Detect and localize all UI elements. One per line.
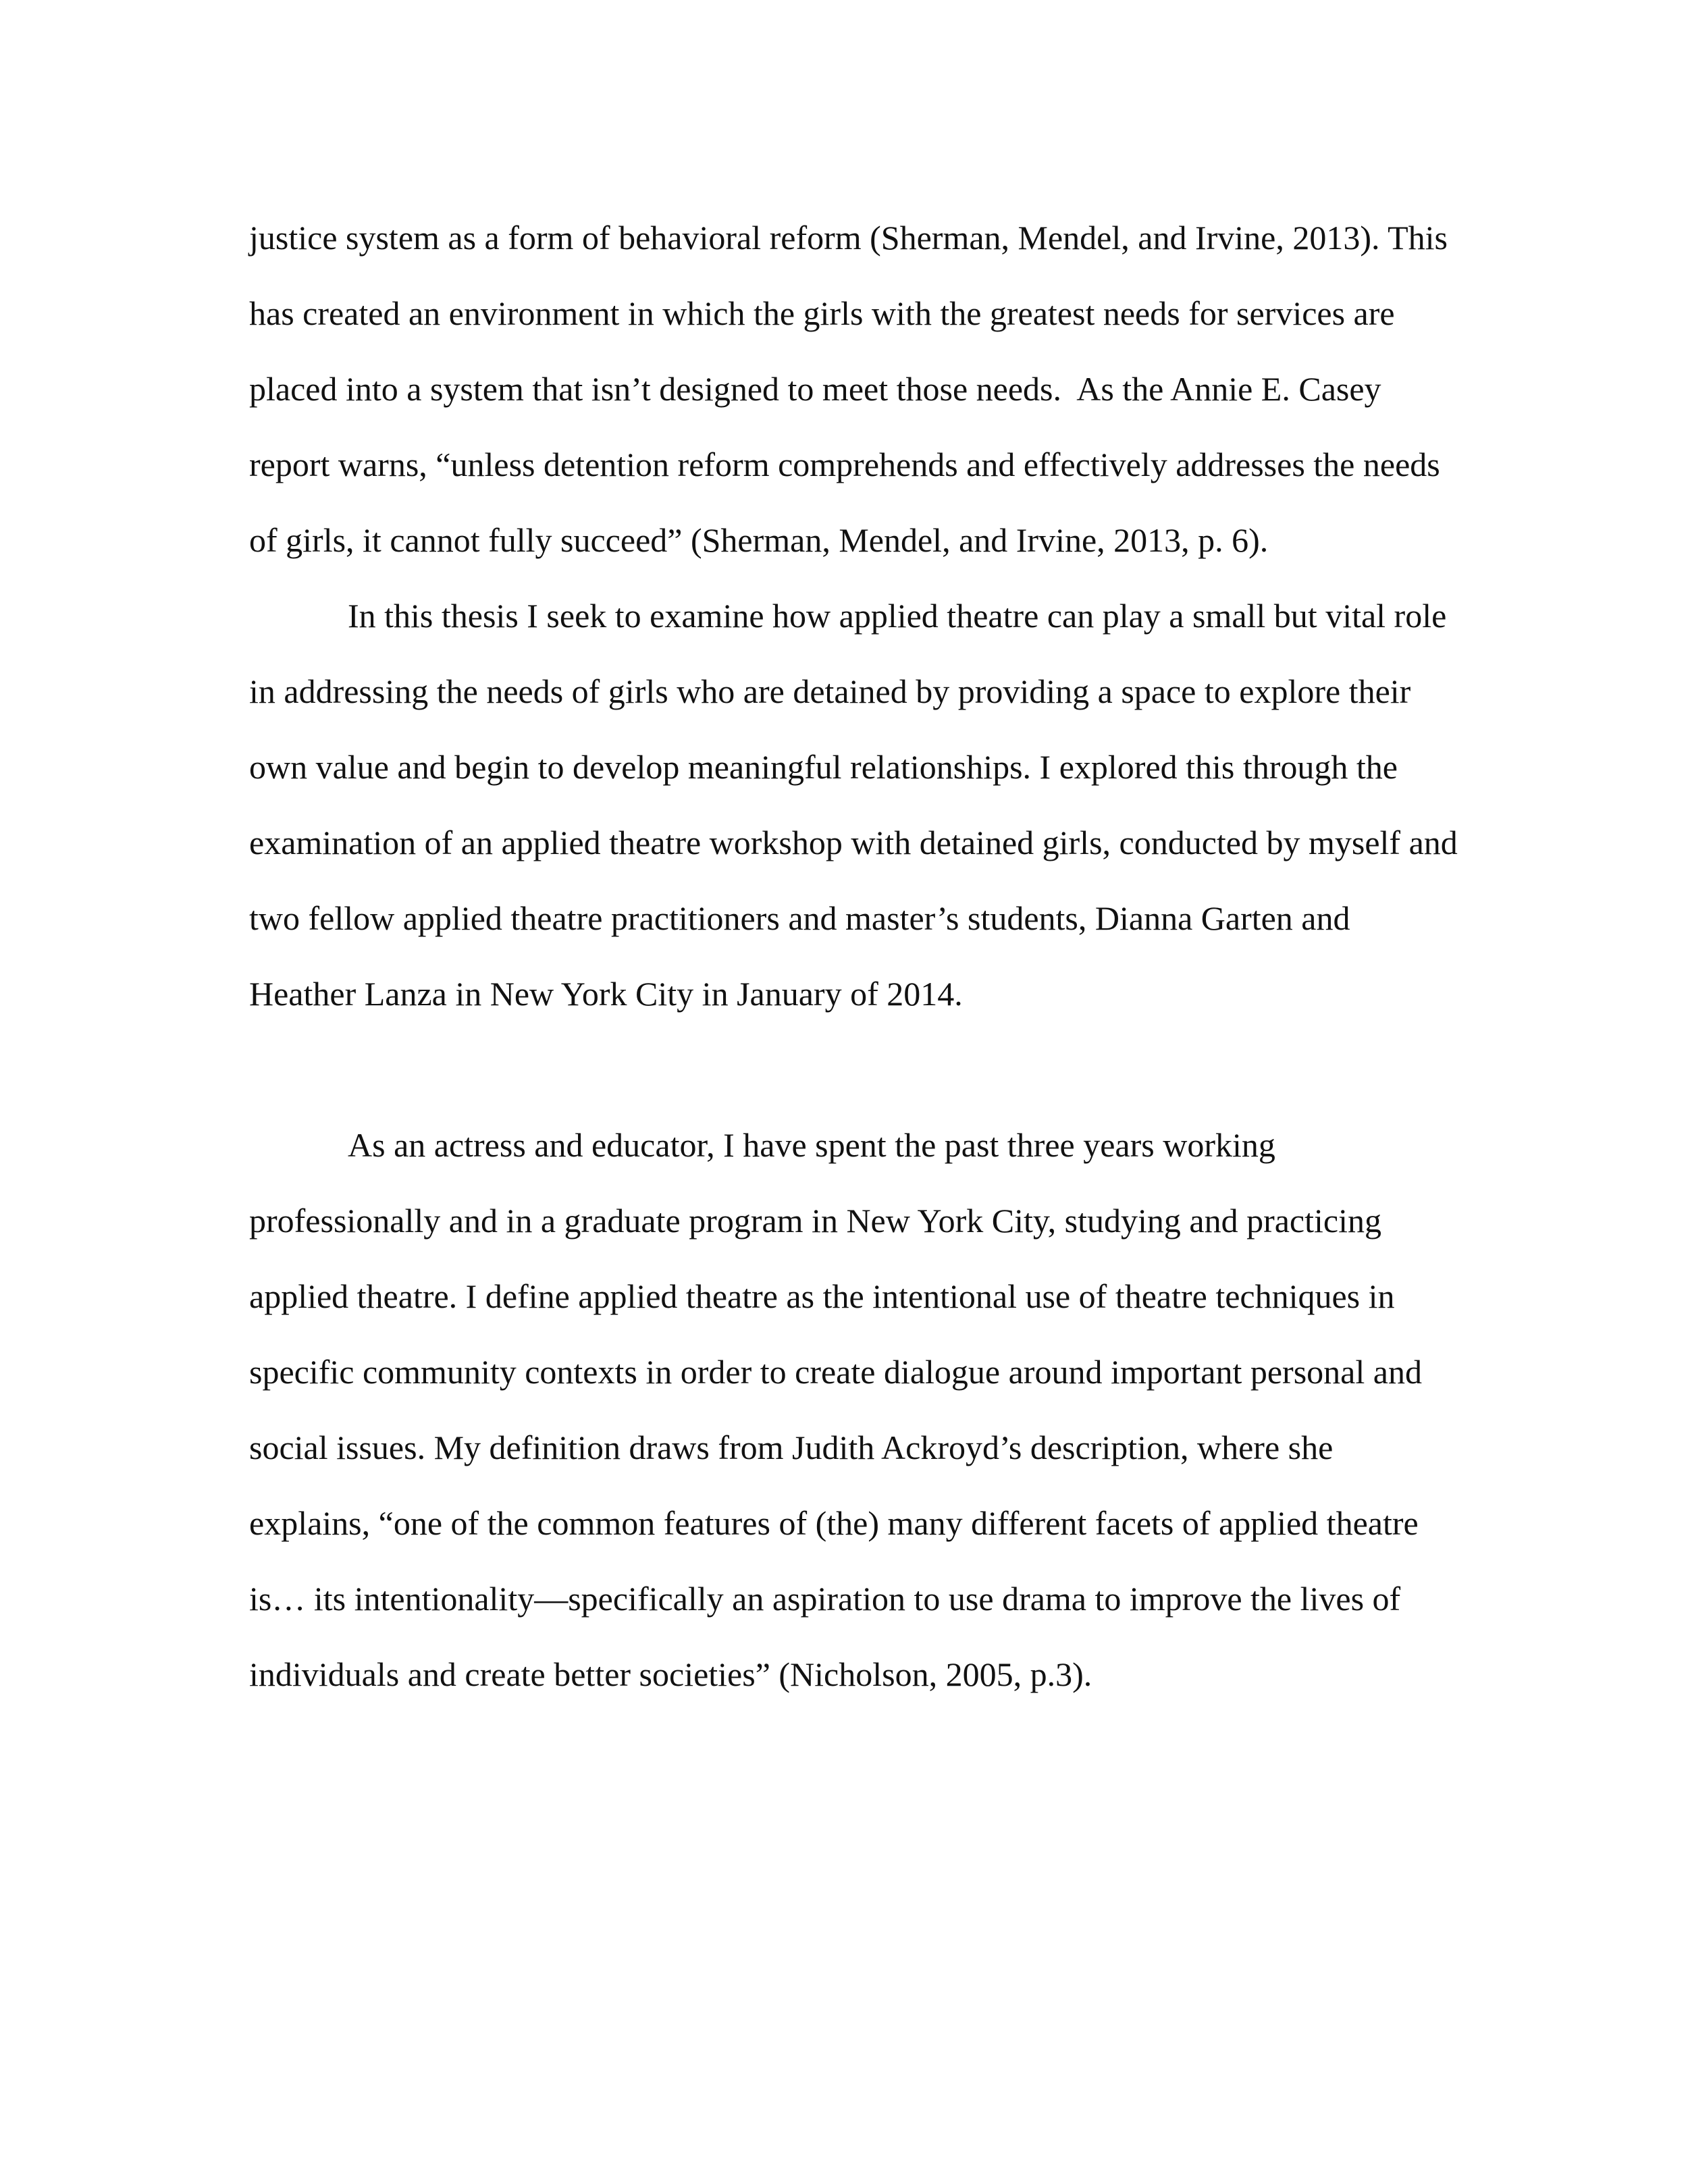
text-line: As an actress and educator, I have spent the past three years working xyxy=(348,1126,1275,1164)
text-line: specific community contexts in order to create dialogue around important personal and xyxy=(249,1353,1422,1391)
text-line: professionally and in a graduate program in New York City, studying and practicing xyxy=(249,1202,1381,1240)
text-line: has created an environment in which the girls with the greatest needs for services are xyxy=(249,294,1395,332)
text-line: individuals and create better societies” (Nicholson, 2005, p.3). xyxy=(249,1655,1092,1693)
text-line: In this thesis I seek to examine how applied theatre can play a small but vital role xyxy=(348,597,1447,635)
body-text xyxy=(249,200,1458,1712)
text-line: own value and begin to develop meaningful relationships. I explored this through the xyxy=(249,748,1398,786)
text-line: explains, “one of the common features of (the) many different facets of applied theatre xyxy=(249,1504,1419,1542)
text-line: social issues. My definition draws from Judith Ackroyd’s description, where she xyxy=(249,1429,1334,1466)
text-line: examination of an applied theatre workshop with detained girls, conducted by myself and xyxy=(249,824,1458,861)
text-line: of girls, it cannot fully succeed” (Sherman, Mendel, and Irvine, 2013, p. 6). xyxy=(249,521,1269,559)
text-line: report warns, “unless detention reform comprehends and effectively addresses the needs xyxy=(249,446,1440,483)
paragraph-thesis-statement xyxy=(249,578,1458,1032)
paragraph-applied-theatre-definition xyxy=(249,1107,1439,1712)
text-line: in addressing the needs of girls who are detained by providing a space to explore their xyxy=(249,672,1411,710)
text-line: placed into a system that isn’t designed to meet those needs. As the Annie E. Casey xyxy=(249,370,1381,408)
text-line: two fellow applied theatre practitioners and master’s students, Dianna Garten and xyxy=(249,899,1350,937)
paragraph-spacer xyxy=(249,1032,1439,1107)
text-line: applied theatre. I define applied theatre as the intentional use of theatre techniques in xyxy=(249,1277,1395,1315)
text-line: justice system as a form of behavioral reform (Sherman, Mendel, and Irvine, 2013). This xyxy=(249,219,1448,257)
text-line: Heather Lanza in New York City in January of 2014. xyxy=(249,975,963,1013)
paragraph-continuation xyxy=(249,200,1448,578)
text-line: is… its intentionality—specifically an aspiration to use drama to improve the lives of xyxy=(249,1580,1401,1618)
